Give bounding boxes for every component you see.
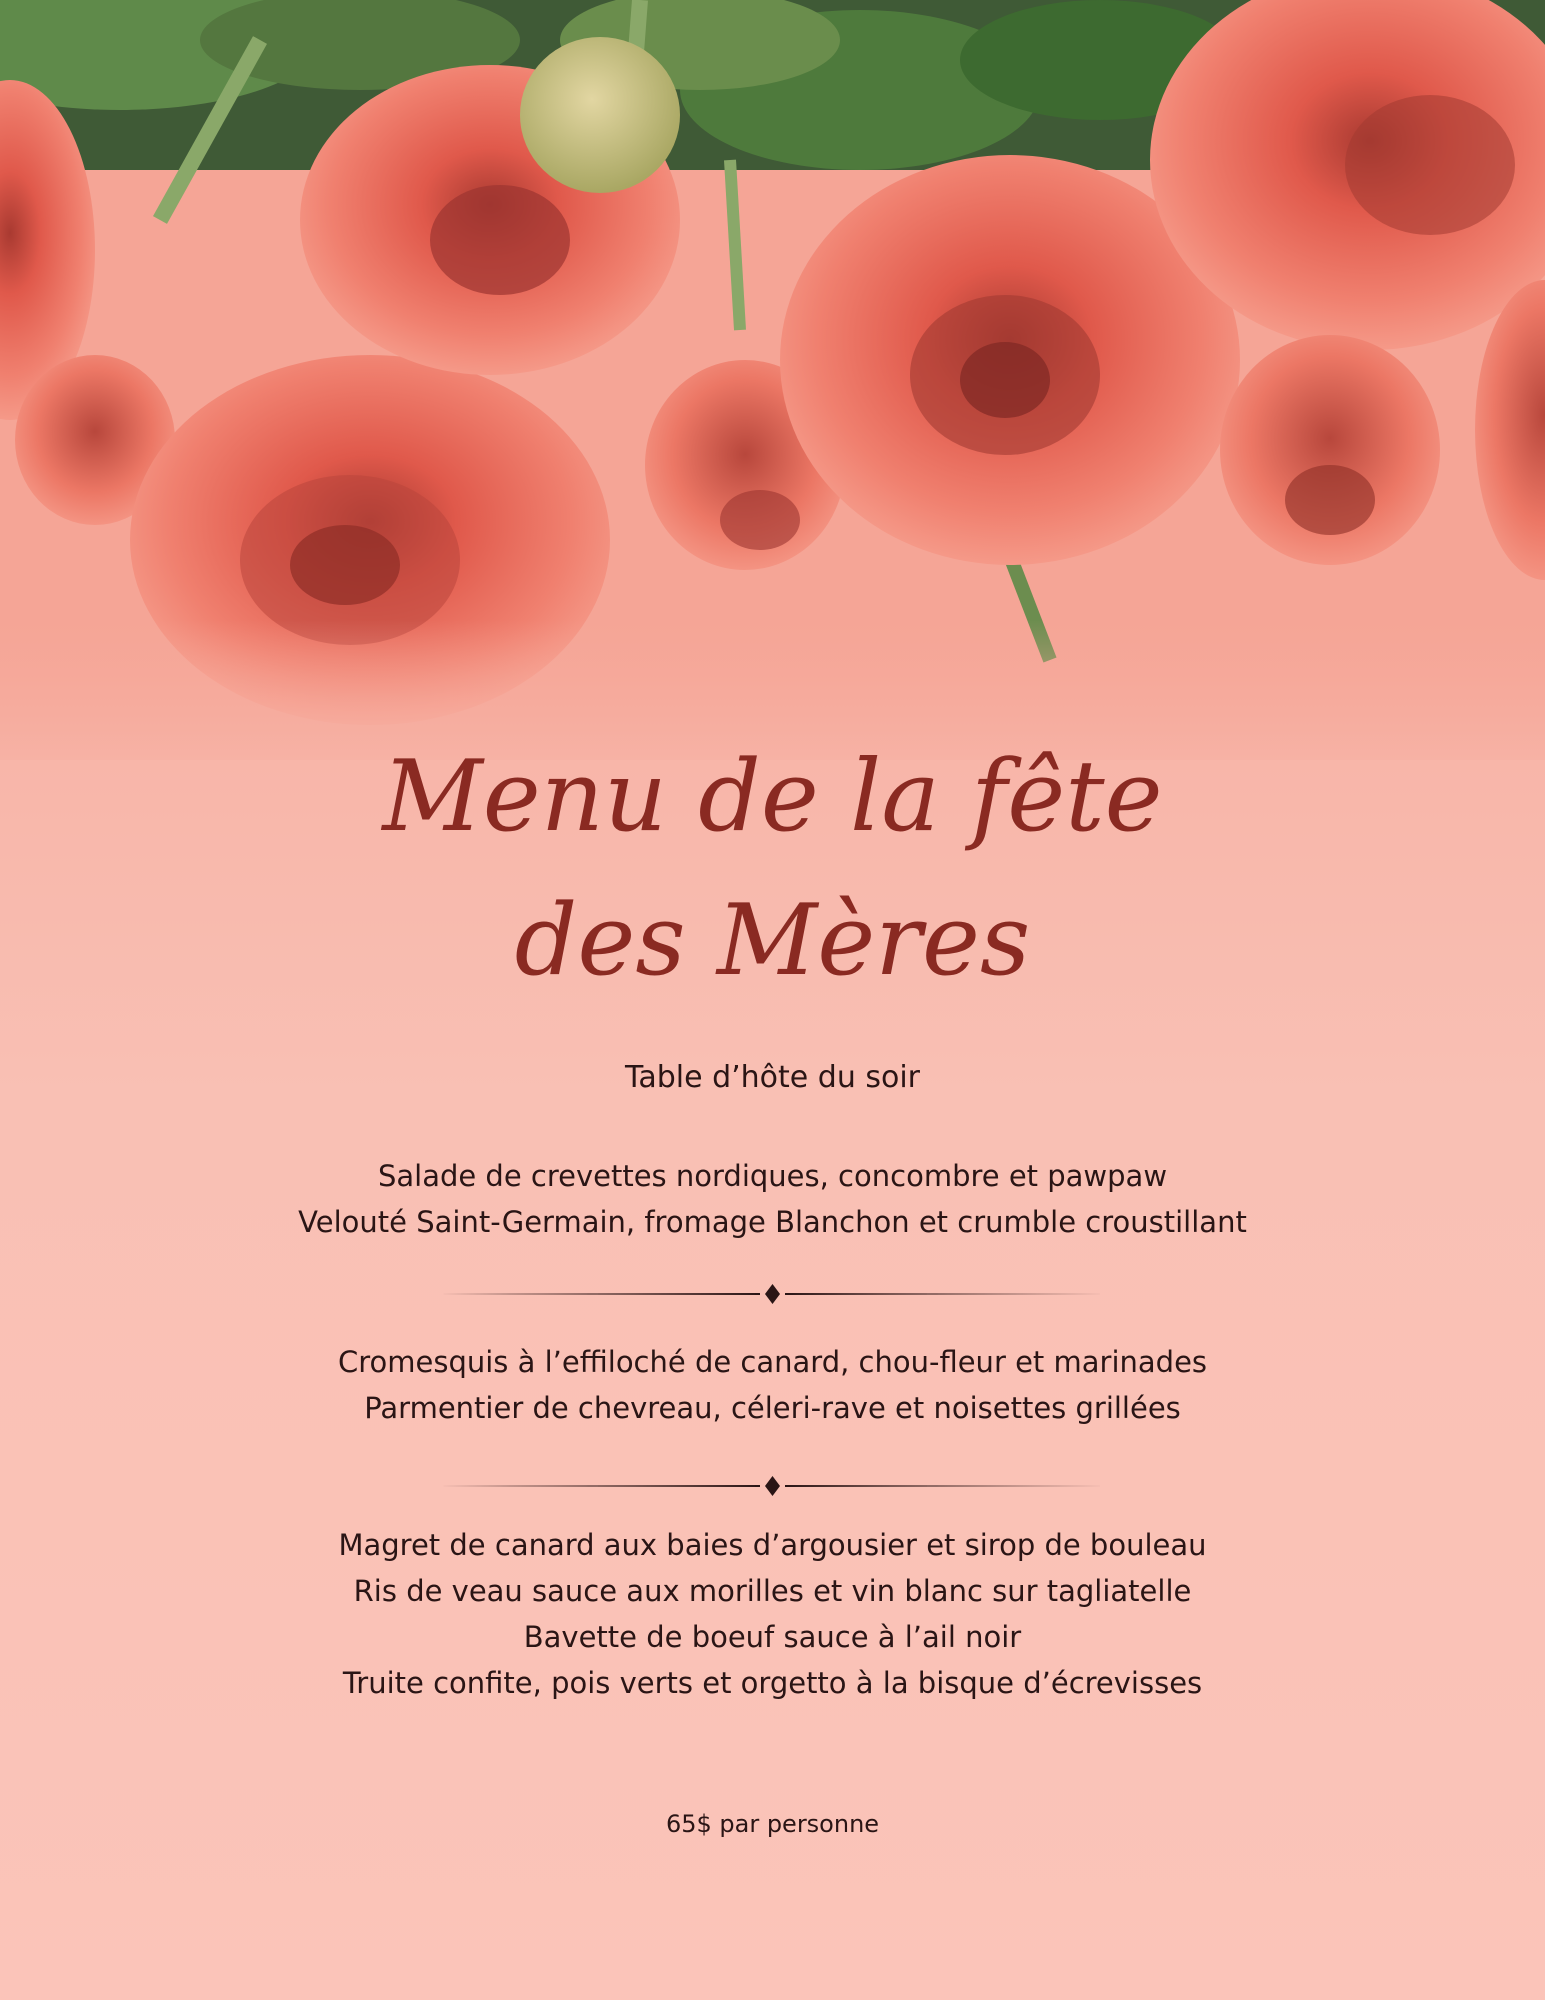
menu-item: Cromesquis à l’effiloché de canard, chou-fleur et marinades [337, 1345, 1208, 1379]
menu-item: Ris de veau sauce aux morilles et vin blanc sur tagliatelle [353, 1574, 1192, 1608]
menu-item: Magret de canard aux baies d’argousier et sirop de bouleau [338, 1528, 1207, 1562]
course-1 [0, 1153, 1545, 1245]
section-divider [440, 1284, 1105, 1304]
price-per-person: 65$ par personne [665, 1810, 880, 1838]
menu-item: Bavette de boeuf sauce à l’ail noir [523, 1620, 1022, 1654]
menu-item: Truite confite, pois verts et orgetto à la bisque d’écrevisses [342, 1666, 1203, 1700]
diamond-ornament-icon [765, 1476, 780, 1496]
diamond-ornament-icon [765, 1284, 780, 1304]
menu-title-line-1: Menu de la fête [382, 740, 1163, 854]
menu-subtitle: Table d’hôte du soir [624, 1060, 921, 1095]
menu-item: Velouté Saint-Germain, fromage Blanchon et crumble croustillant [298, 1205, 1247, 1239]
menu-item: Parmentier de chevreau, céleri-rave et noisettes grillées [364, 1391, 1181, 1425]
roses-photo [0, 0, 1545, 760]
menu-item: Salade de crevettes nordiques, concombre et pawpaw [377, 1159, 1168, 1193]
course-2 [0, 1339, 1545, 1431]
menu-title-line-2: des Mères [514, 884, 1031, 998]
course-3 [0, 1522, 1545, 1706]
section-divider [440, 1476, 1105, 1496]
roses-illustration [0, 0, 1545, 760]
